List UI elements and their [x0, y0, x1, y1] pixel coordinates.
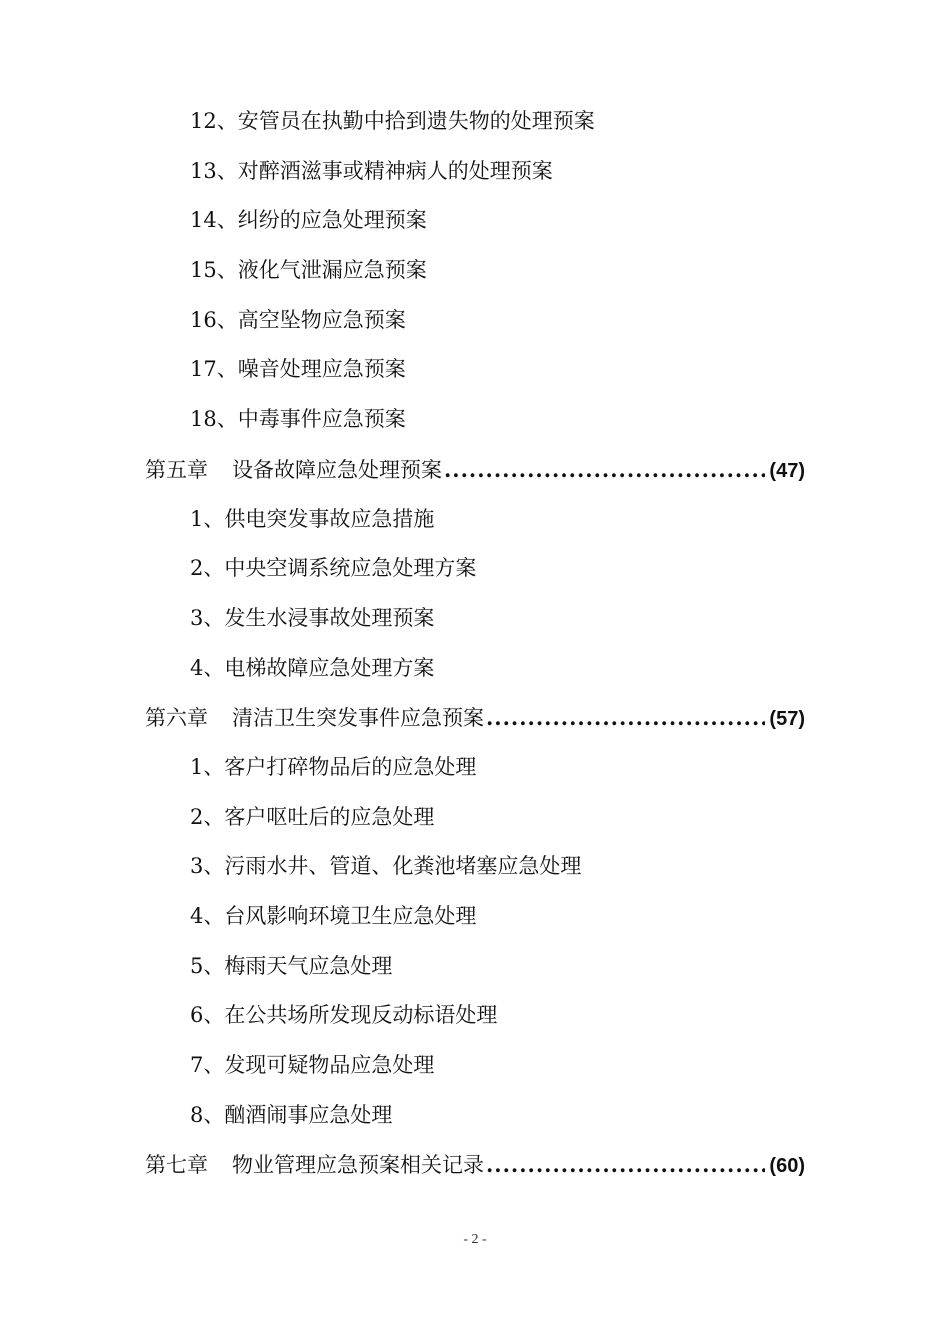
- toc-item: 1、客户打碎物品后的应急处理: [190, 754, 477, 779]
- toc-item: 18、中毒事件应急预案: [190, 407, 406, 432]
- chapter-title: 设备故障应急处理预案: [232, 457, 442, 482]
- chapter-page-ref: (60): [769, 1155, 805, 1178]
- dot-leader: [444, 445, 765, 495]
- toc-chapter-7: [0, 1140, 805, 1190]
- page-number: - 2 -: [463, 1232, 487, 1247]
- toc-item: 4、台风影响环境卫生应急处理: [190, 904, 477, 928]
- chapter-number: 第六章: [145, 706, 208, 731]
- toc-chapter-5: [0, 445, 805, 495]
- dot-leader: [486, 1140, 765, 1190]
- toc-item: 13、对醉酒滋事或精神病人的处理预案: [190, 158, 553, 183]
- chapter-number: 第五章: [145, 457, 208, 482]
- toc-item: 6、在公共场所发现反动标语处理: [190, 1003, 498, 1028]
- toc-chapter-6: [0, 693, 805, 743]
- dot-leader: [486, 693, 765, 743]
- toc-item: 4、电梯故障应急处理方案: [190, 655, 435, 680]
- toc-item: 7、发现可疑物品应急处理: [190, 1053, 435, 1078]
- toc-item: 5、梅雨天气应急处理: [190, 953, 393, 978]
- chapter-page-ref: (57): [769, 708, 805, 731]
- chapter-title: 清洁卫生突发事件应急预案: [232, 706, 484, 731]
- toc-item: 1、供电突发事故应急措施: [190, 506, 435, 531]
- toc-item: 3、污雨水井、管道、化粪池堵塞应急处理: [190, 854, 582, 879]
- chapter-number: 第七章: [145, 1153, 208, 1178]
- chapter-page-ref: (47): [769, 459, 805, 482]
- table-of-contents: [0, 97, 950, 1190]
- chapter-title: 物业管理应急预案相关记录: [232, 1153, 484, 1178]
- toc-item: 12、安管员在执勤中拾到遗失物的处理预案: [190, 109, 595, 133]
- toc-item: 17、噪音处理应急预案: [190, 357, 406, 382]
- toc-item: 3、发生水浸事故处理预案: [190, 605, 435, 630]
- toc-item: 16、高空坠物应急预案: [190, 307, 406, 332]
- toc-item: 2、客户呕吐后的应急处理: [190, 804, 435, 829]
- toc-item: 8、酗酒闹事应急处理: [190, 1102, 393, 1127]
- toc-item: 14、纠纷的应急处理预案: [190, 208, 427, 233]
- toc-item: 2、中央空调系统应急处理方案: [190, 556, 477, 581]
- toc-item: 15、液化气泄漏应急预案: [190, 258, 427, 283]
